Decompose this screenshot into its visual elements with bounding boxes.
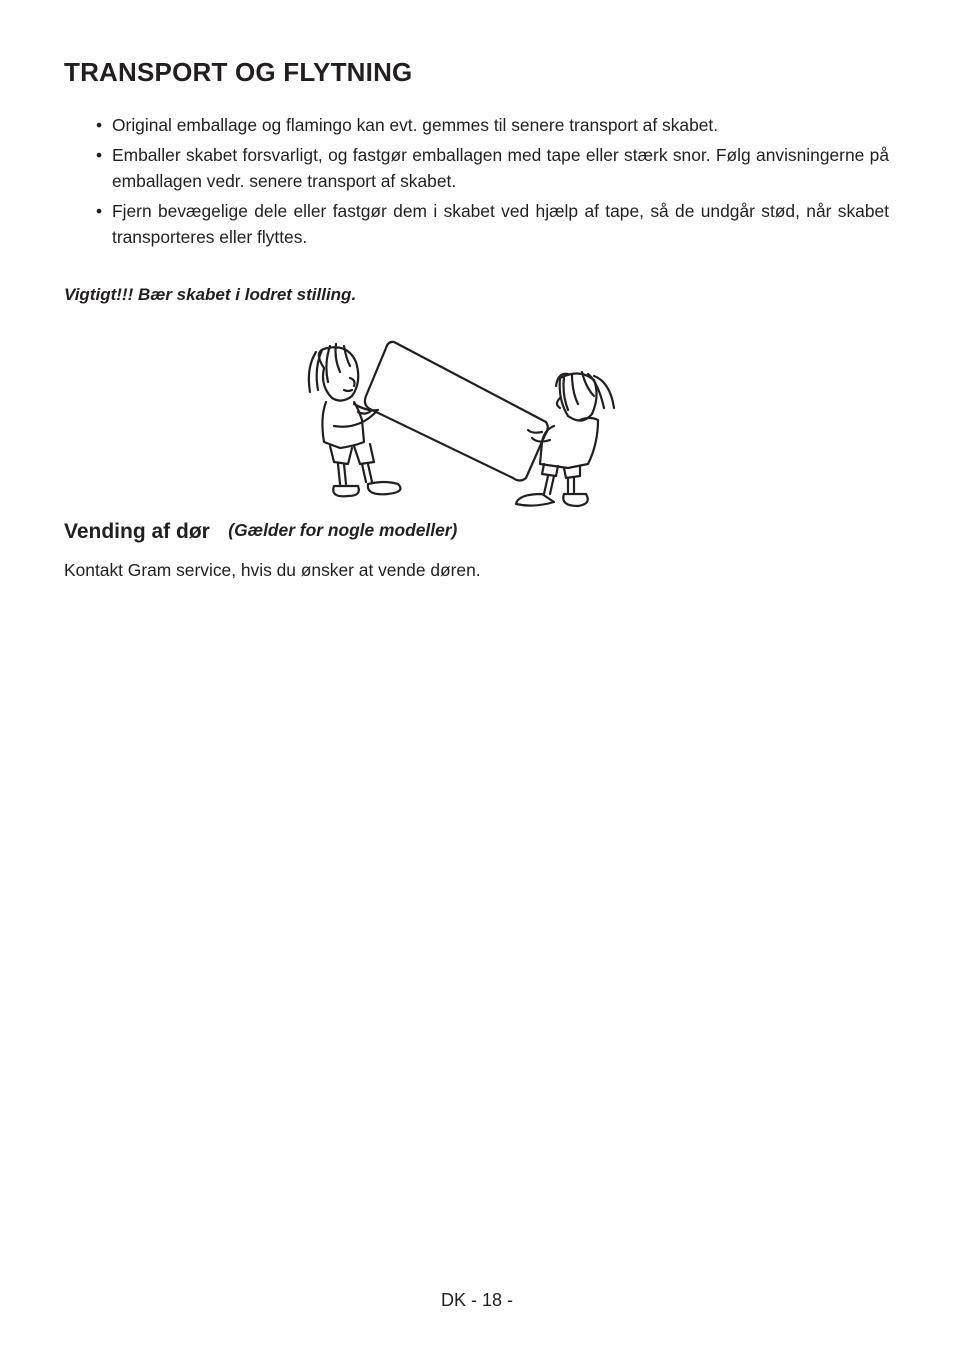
bullet-marker: • (96, 145, 103, 165)
list-item (96, 112, 889, 138)
right-child-figure (516, 372, 614, 506)
section-title: TRANSPORT OG FLYTNING (64, 57, 413, 87)
list-item-text: Fjern bevægelige dele eller fastgør dem i skabet ved hjælp af tape, så de undgår stød, når skabet transporteres eller flyttes. (112, 201, 889, 247)
transport-instructions-list (96, 112, 889, 254)
list-item-text: Emballer skabet forsvarligt, og fastgør emballagen med tape eller stærk snor. Følg anvisningerne på emballagen vedr. senere transport af skabet. (112, 145, 889, 191)
list-item-text: Original emballage og flamingo kan evt. gemmes til senere transport af skabet. (112, 115, 719, 135)
cabinet-outline (365, 342, 548, 481)
door-heading-note: (Gælder for nogle modeller) (228, 520, 458, 540)
bullet-marker: • (96, 115, 103, 135)
page-number: DK - 18 - (440, 1290, 514, 1310)
door-heading-text: Vending af dør (64, 520, 210, 543)
list-item (96, 142, 889, 194)
door-reversal-text: Kontakt Gram service, hvis du ønsker at vende døren. (64, 560, 481, 580)
bullet-marker: • (96, 201, 103, 221)
carrying-cabinet-illustration (298, 338, 620, 510)
door-reversal-heading (64, 520, 457, 544)
left-child-figure (309, 344, 401, 496)
important-note: Vigtigt!!! Bær skabet i lodret stilling. (64, 285, 357, 304)
list-item (96, 198, 889, 250)
